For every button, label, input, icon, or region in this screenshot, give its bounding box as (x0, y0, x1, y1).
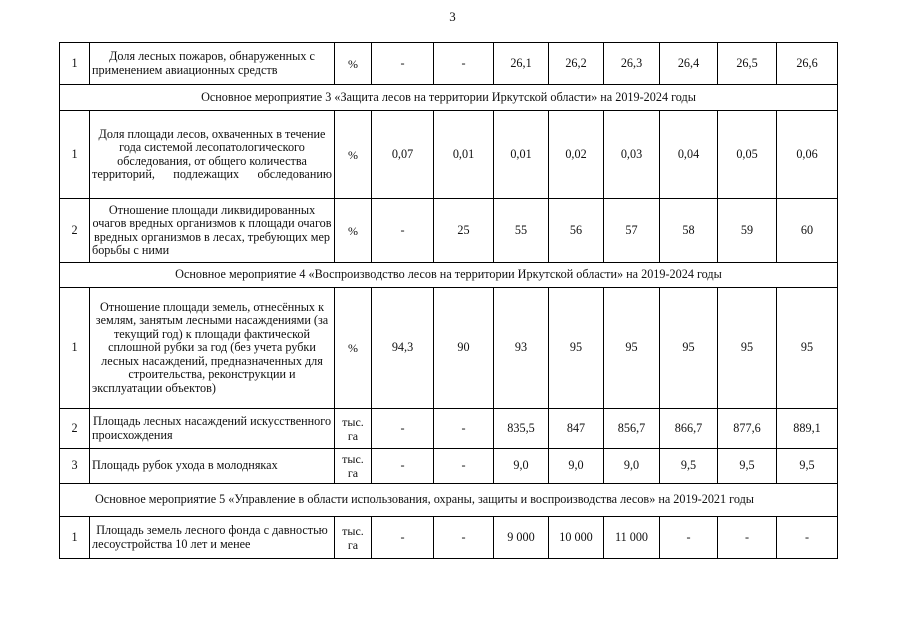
value-cell: 877,6 (718, 409, 777, 449)
value-cell: 25 (434, 199, 494, 263)
indicator-description: Площадь лесных насаждений искусственного происхождения (90, 409, 335, 449)
indicator-description: Отношение площади ликвидированных очагов вредных организмов к площади очагов вредных организмов в лесах, требующих мер борьбы с ними (90, 199, 335, 263)
value-cell: 0,05 (718, 111, 777, 199)
section-title: Основное мероприятие 3 «Защита лесов на территории Иркутской области» на 2019-2024 годы (60, 85, 838, 111)
value-cell: - (372, 409, 434, 449)
value-cell: 11 000 (604, 517, 660, 559)
value-cell: 0,03 (604, 111, 660, 199)
row-number: 2 (60, 199, 90, 263)
value-cell: 90 (434, 288, 494, 409)
table-row (60, 111, 838, 199)
unit-of-measure: % (335, 288, 372, 409)
value-cell: 26,5 (718, 43, 777, 85)
value-cell: 26,3 (604, 43, 660, 85)
value-cell: 0,04 (660, 111, 718, 199)
row-number: 3 (60, 449, 90, 484)
value-cell: 9 000 (494, 517, 549, 559)
indicators-table (59, 42, 838, 559)
unit-of-measure: тыс. га (335, 517, 372, 559)
value-cell: 59 (718, 199, 777, 263)
value-cell: 95 (549, 288, 604, 409)
value-cell: - (372, 517, 434, 559)
table-row (60, 288, 838, 409)
value-cell: - (777, 517, 838, 559)
value-cell: 9,0 (494, 449, 549, 484)
value-cell: - (372, 449, 434, 484)
unit-of-measure: % (335, 199, 372, 263)
row-number: 1 (60, 111, 90, 199)
value-cell: 866,7 (660, 409, 718, 449)
value-cell: 95 (604, 288, 660, 409)
unit-of-measure: % (335, 111, 372, 199)
value-cell: 95 (777, 288, 838, 409)
section-title: Основное мероприятие 5 «Управление в области использования, охраны, защиты и воспроизводства лесов» на 2019-2021 годы (60, 484, 838, 517)
value-cell: 95 (718, 288, 777, 409)
unit-of-measure: тыс. га (335, 409, 372, 449)
value-cell: 9,0 (549, 449, 604, 484)
value-cell: 847 (549, 409, 604, 449)
value-cell: 95 (660, 288, 718, 409)
table-row (60, 409, 838, 449)
value-cell: 9,5 (718, 449, 777, 484)
row-number: 1 (60, 43, 90, 85)
table-row (60, 199, 838, 263)
indicator-description: Отношение площади земель, отнесённых к землям, занятым лесными насаждениями (за текущий год) к площади фактической сплошной рубки за год (без учета рубки лесных насаждений, предназначенных для строительства, реконструкции и эксплуатации объектов) (90, 288, 335, 409)
value-cell: 57 (604, 199, 660, 263)
value-cell: 0,02 (549, 111, 604, 199)
unit-of-measure: % (335, 43, 372, 85)
row-number: 1 (60, 517, 90, 559)
value-cell: 10 000 (549, 517, 604, 559)
value-cell: 58 (660, 199, 718, 263)
value-cell: - (372, 199, 434, 263)
value-cell: 0,07 (372, 111, 434, 199)
indicator-description: Доля лесных пожаров, обнаруженных с применением авиационных средств (90, 43, 335, 85)
value-cell: 55 (494, 199, 549, 263)
value-cell: - (434, 43, 494, 85)
indicator-description: Площадь рубок ухода в молодняках (90, 449, 335, 484)
value-cell: 0,06 (777, 111, 838, 199)
value-cell: - (434, 517, 494, 559)
value-cell: 9,5 (660, 449, 718, 484)
value-cell: 56 (549, 199, 604, 263)
value-cell: 26,1 (494, 43, 549, 85)
value-cell: 26,6 (777, 43, 838, 85)
page-number: 3 (449, 9, 456, 24)
unit-of-measure: тыс. га (335, 449, 372, 484)
table-row (60, 517, 838, 559)
table-row (60, 449, 838, 484)
value-cell: - (718, 517, 777, 559)
value-cell: - (434, 409, 494, 449)
indicator-description: Доля площади лесов, охваченных в течение года системой лесопатологического обследования, от общего количества территорий, подлежащих обследованию (90, 111, 335, 199)
section-header-row (60, 484, 838, 517)
value-cell: - (434, 449, 494, 484)
table-row (60, 43, 838, 85)
value-cell: 856,7 (604, 409, 660, 449)
indicator-description: Площадь земель лесного фонда с давностью лесоустройства 10 лет и менее (90, 517, 335, 559)
value-cell: 94,3 (372, 288, 434, 409)
value-cell: 0,01 (434, 111, 494, 199)
row-number: 1 (60, 288, 90, 409)
value-cell: 0,01 (494, 111, 549, 199)
value-cell: 889,1 (777, 409, 838, 449)
section-header-row (60, 263, 838, 288)
value-cell: 60 (777, 199, 838, 263)
value-cell: 26,4 (660, 43, 718, 85)
value-cell: - (660, 517, 718, 559)
value-cell: 93 (494, 288, 549, 409)
value-cell: 835,5 (494, 409, 549, 449)
section-title: Основное мероприятие 4 «Воспроизводство лесов на территории Иркутской области» на 2019-2024 годы (60, 263, 838, 288)
row-number: 2 (60, 409, 90, 449)
value-cell: 9,5 (777, 449, 838, 484)
value-cell: 26,2 (549, 43, 604, 85)
value-cell: - (372, 43, 434, 85)
value-cell: 9,0 (604, 449, 660, 484)
section-header-row (60, 85, 838, 111)
